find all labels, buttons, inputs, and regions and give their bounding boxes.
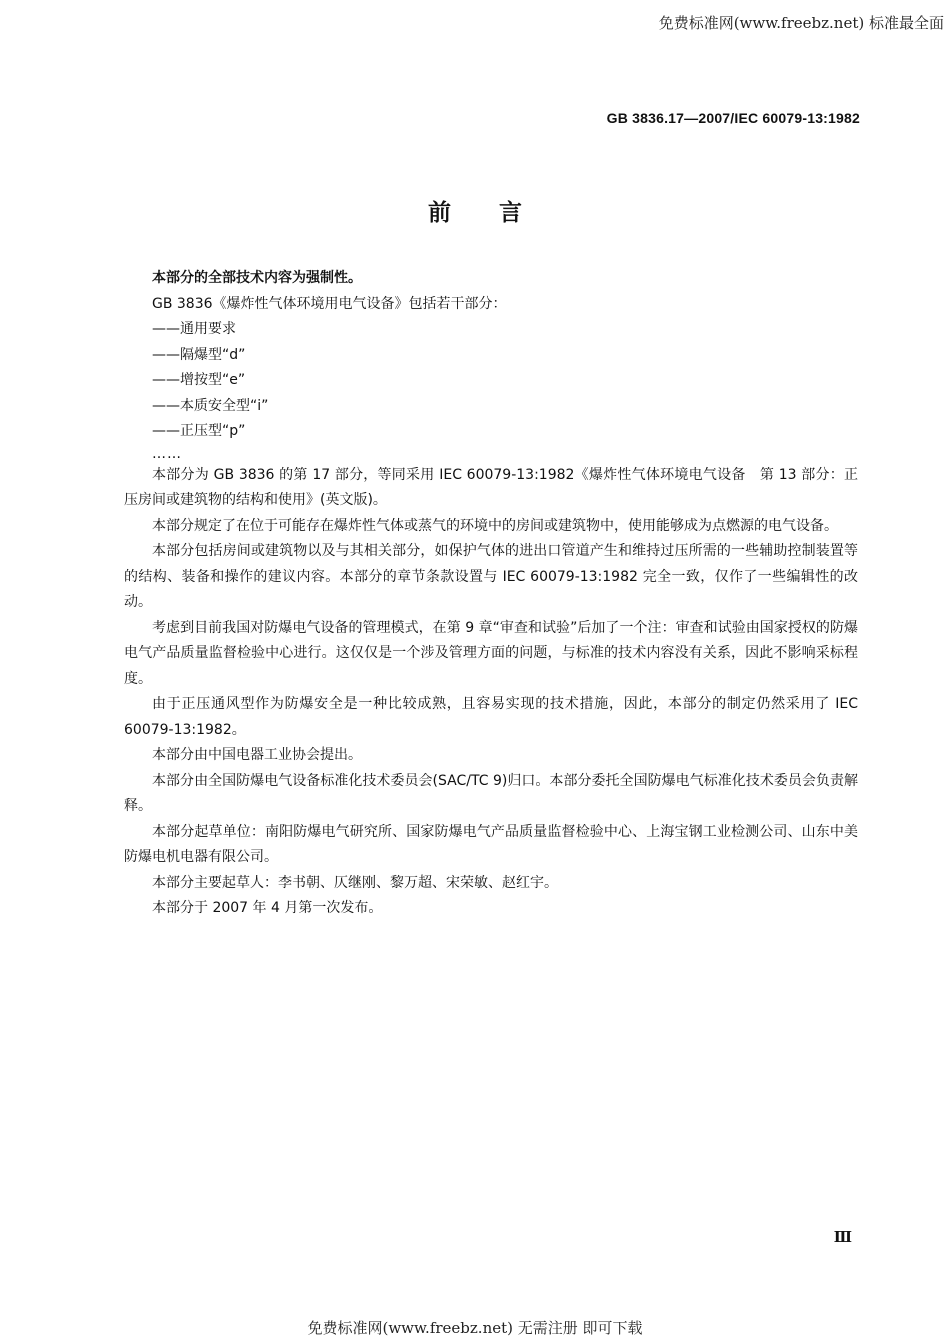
part-item: ——本质安全型“i” — [152, 397, 269, 414]
part-item: ——增按型“e” — [152, 372, 246, 388]
paragraph-note: 考虑到目前我国对防爆电气设备的管理模式，在第 9 章“审查和试验”后加了一个注：审查和试验由国家授权的防爆电气产品质量监督检验中心进行。这仅仅是一个涉及管理方面的问题，与标准的技术内容没有关系，因此不影响采标程度。 — [124, 619, 858, 687]
document-body — [124, 266, 858, 922]
parts-ellipsis: …… — [152, 445, 182, 462]
page-number: Ⅲ — [833, 1228, 852, 1246]
parts-intro: GB 3836《爆炸性气体环境用电气设备》包括若干部分： — [152, 295, 507, 312]
paragraph-drafters: 本部分主要起草人：李书朝、仄继刚、黎万超、宋荣敏、赵红宇。 — [152, 874, 558, 891]
standard-code: GB 3836.17—2007/IEC 60079-13:1982 — [606, 110, 860, 126]
paragraph-equivalence: 本部分为 GB 3836 的第 17 部分，等同采用 IEC 60079-13:1982《爆炸性气体环境电气设备 第 13 部分：正压房间或建筑物的结构和使用》(英文版)。 — [124, 466, 858, 508]
watermark-bottom: 免费标准网(www.freebz.net) 无需注册 即可下载 — [307, 1319, 643, 1337]
paragraph-proposer: 本部分由中国电器工业协会提出。 — [152, 747, 362, 763]
paragraph-scope: 本部分规定了在位于可能存在爆炸性气体或蒸气的环境中的房间或建筑物中，使用能够成为点燃源的电气设备。 — [152, 517, 838, 534]
paragraph-rationale: 由于正压通风型作为防爆安全是一种比较成熟，且容易实现的技术措施，因此，本部分的制定仍然采用了 IEC 60079-13:1982。 — [124, 696, 858, 738]
paragraph-drafting-units: 本部分起草单位：南阳防爆电气研究所、国家防爆电气产品质量监督检验中心、上海宝钢工业检测公司、山东中美防爆电机电器有限公司。 — [124, 823, 858, 865]
mandatory-statement: 本部分的全部技术内容为强制性。 — [152, 270, 362, 286]
watermark-top: 免费标准网(www.freebz.net) 标准最全面 — [658, 14, 944, 32]
paragraph-content: 本部分包括房间或建筑物以及与其相关部分，如保护气体的进出口管道产生和维持过压所需的一些辅助控制装置等的结构、装备和操作的建议内容。本部分的章节条款设置与 IEC 60079-13:1982 完全一致，仅作了一些编辑性的改动。 — [124, 543, 858, 610]
part-item: ——隔爆型“d” — [152, 346, 246, 363]
paragraph-committee: 本部分由全国防爆电气设备标准化技术委员会(SAC/TC 9)归口。本部分委托全国防爆电气标准化技术委员会负责解释。 — [124, 772, 858, 814]
paragraph-release: 本部分于 2007 年 4 月第一次发布。 — [152, 900, 383, 916]
part-item: ——通用要求 — [152, 321, 236, 337]
part-item: ——正压型“p” — [152, 423, 246, 439]
page-title: 前言 — [428, 200, 570, 226]
